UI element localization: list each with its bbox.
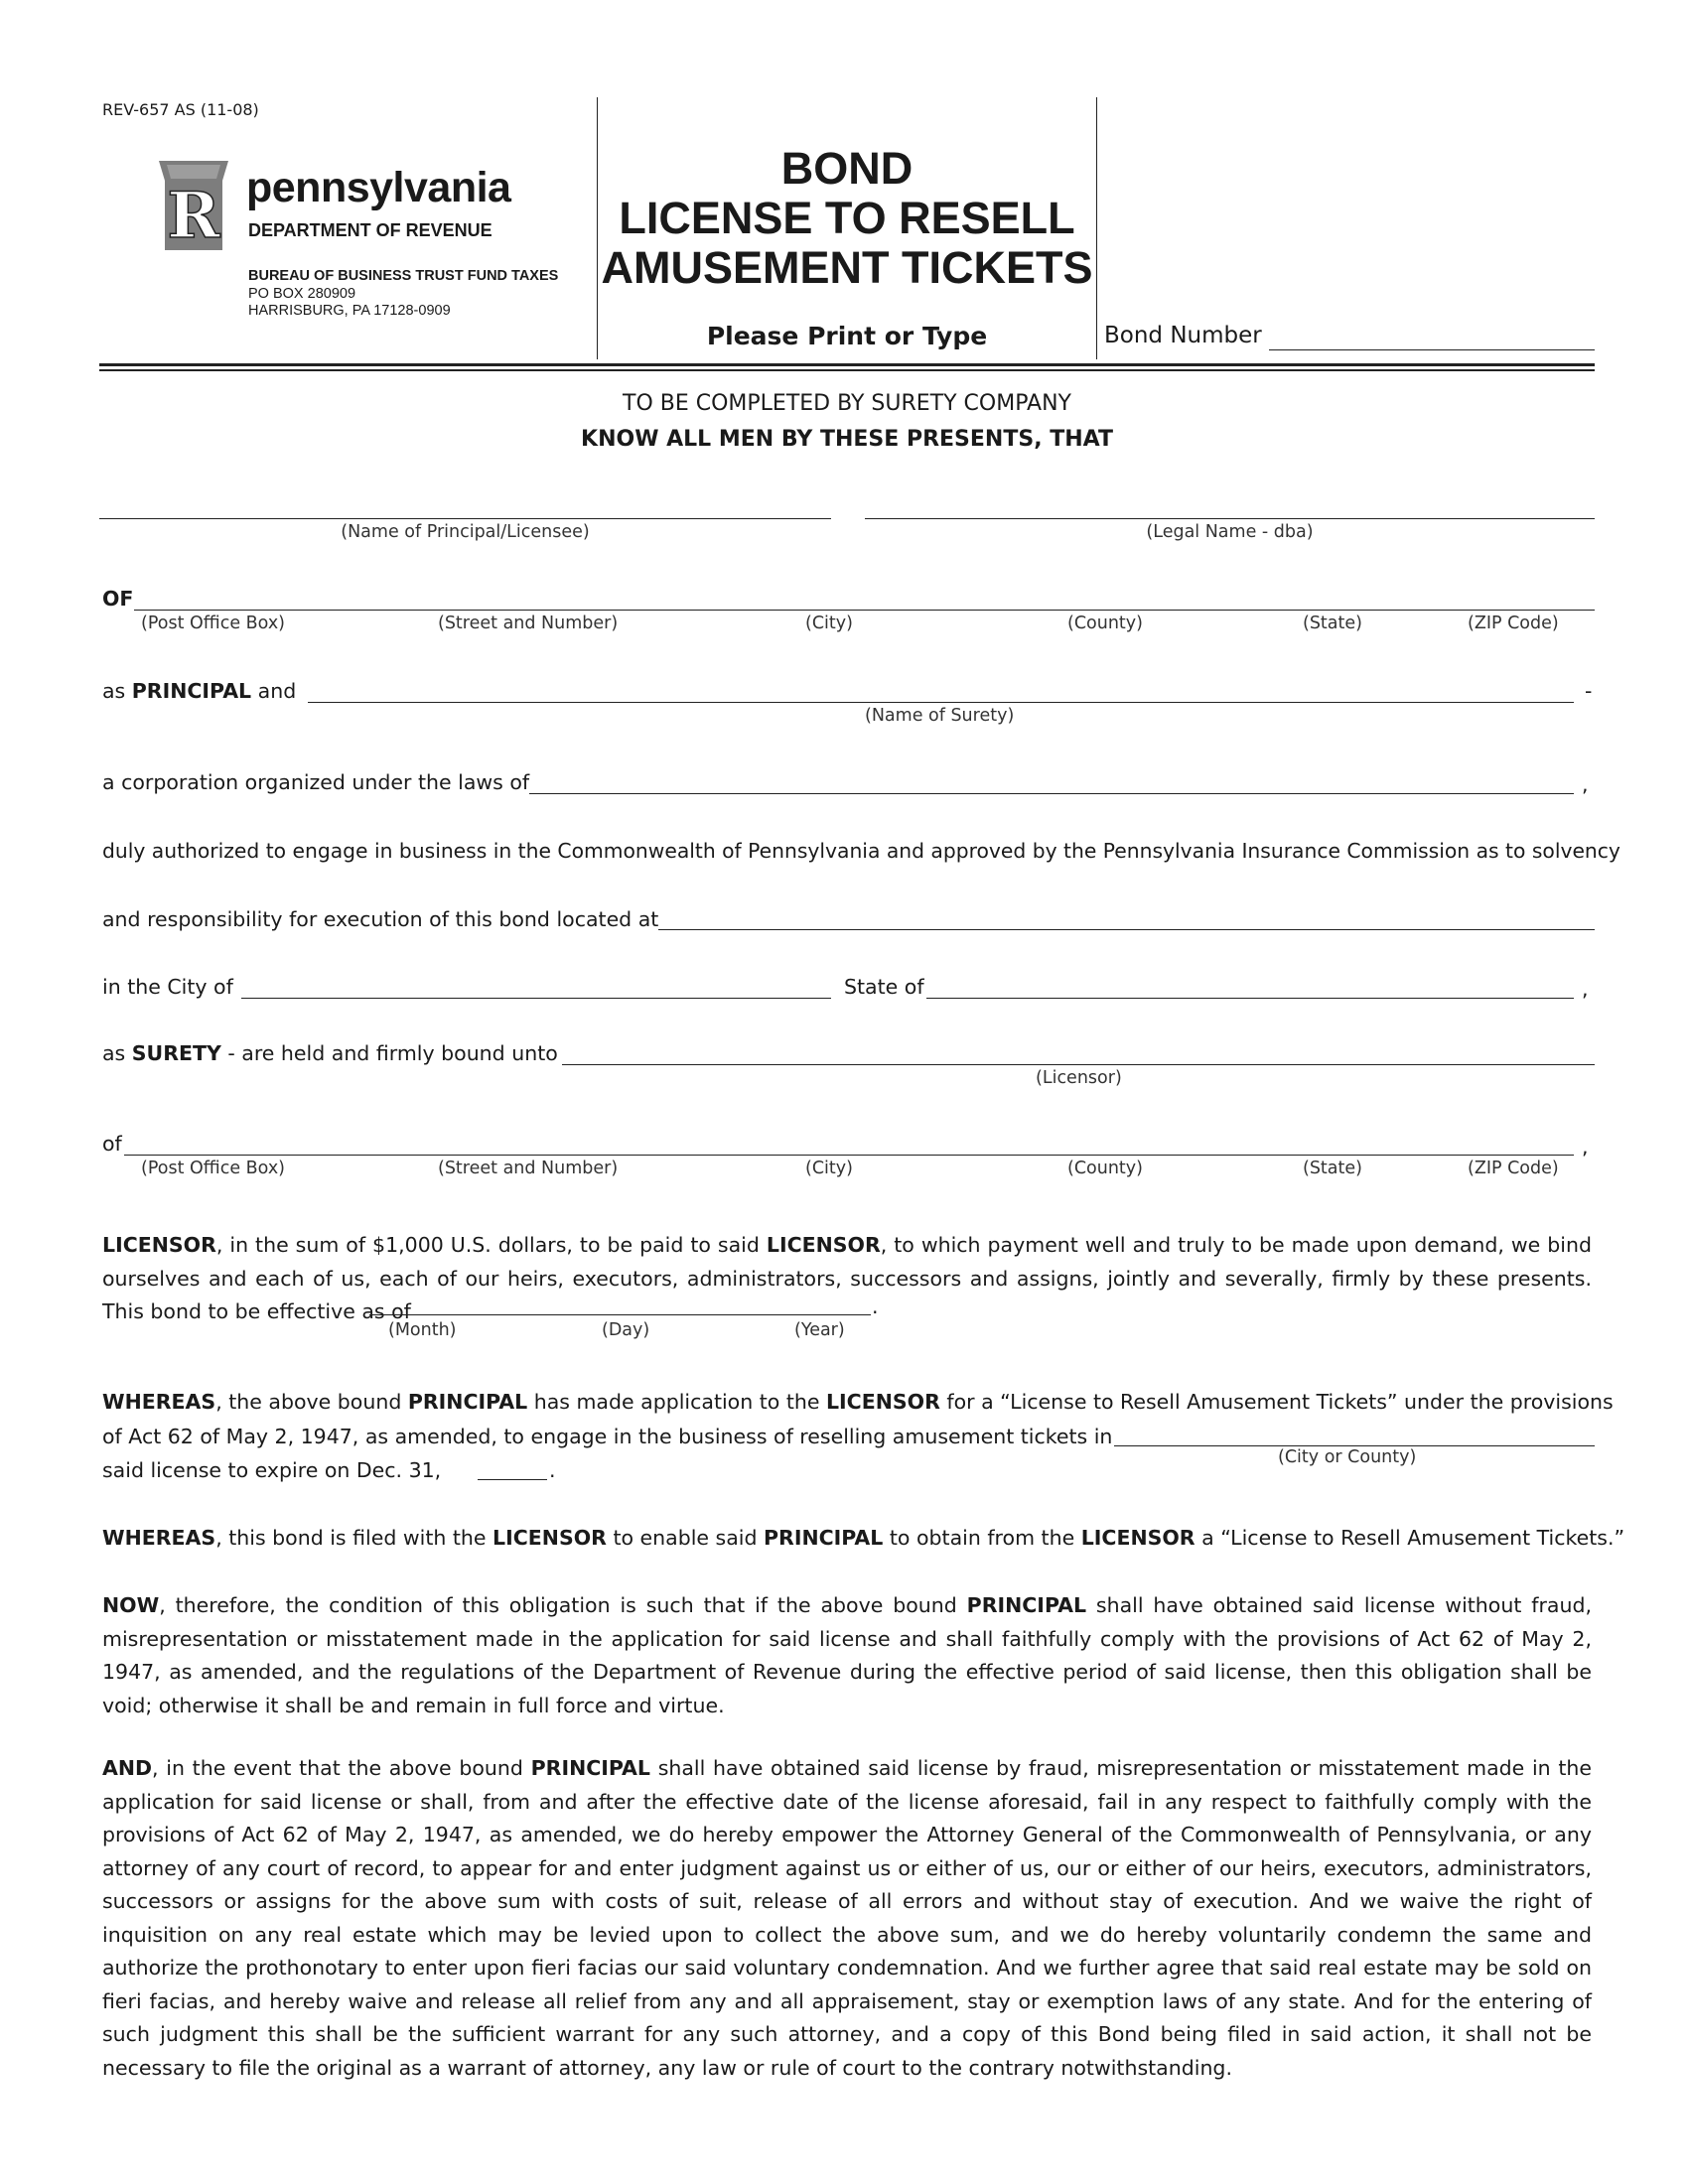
bond-number-line: [1269, 349, 1595, 350]
principal-name-input[interactable]: [99, 488, 831, 518]
form-id: REV-657 AS (11-08): [102, 100, 259, 119]
state-of-comma: ,: [1582, 977, 1589, 1001]
city-line: HARRISBURG, PA 17128-0909: [248, 303, 451, 319]
principal-address-input[interactable]: [134, 580, 1595, 610]
expire-period: .: [549, 1458, 556, 1482]
caption-state-2: (State): [1303, 1159, 1362, 1178]
header-divider-right: [1096, 97, 1097, 359]
effective-date-line: [369, 1314, 871, 1315]
state-of-label: State of: [844, 975, 924, 999]
duly-authorized-text: duly authorized to engage in business in the Commonwealth of Pennsylvania and approved by the Pennsylvania Insurance Commission as to solvency: [102, 839, 1620, 863]
know-heading: KNOW ALL MEN BY THESE PRESENTS, THAT: [581, 427, 1113, 452]
whereas-1-line-3: said license to expire on Dec. 31,: [102, 1458, 442, 1482]
whereas-word: WHEREAS: [102, 1390, 216, 1414]
corporation-comma: ,: [1582, 772, 1589, 796]
licensor-word-2: LICENSOR: [766, 1233, 881, 1257]
principal-name-line: [99, 518, 831, 519]
corporation-label: a corporation organized under the laws of: [102, 770, 530, 794]
bond-number-input[interactable]: [1269, 320, 1595, 349]
caption-city-2: (City): [805, 1159, 853, 1178]
surety-word: SURETY: [131, 1041, 221, 1065]
licensor-caption: (Licensor): [1036, 1068, 1122, 1088]
city-county-input[interactable]: [1114, 1416, 1595, 1445]
of-lower-label: of: [102, 1132, 122, 1156]
principal-word-4: PRINCIPAL: [966, 1593, 1087, 1617]
licensor-word-3: LICENSOR: [825, 1390, 940, 1414]
keystone-logo-icon: [157, 159, 230, 252]
form-title: [599, 144, 1095, 293]
whereas-1-line-2: of Act 62 of May 2, 1947, as amended, to engage in the business of reselling amusement tickets in: [102, 1425, 1113, 1448]
licensor-word-5: LICENSOR: [1080, 1526, 1196, 1550]
licensor-word-4: LICENSOR: [492, 1526, 607, 1550]
principal-row-label: [102, 679, 296, 703]
title-line-2: LICENSE TO RESELL: [619, 193, 1075, 243]
city-county-line: [1114, 1445, 1595, 1446]
po-box: PO BOX 280909: [248, 286, 356, 302]
caption-street-2: (Street and Number): [438, 1159, 619, 1178]
and-word: and: [257, 679, 297, 703]
licensor-address-comma: ,: [1582, 1135, 1589, 1159]
and-paragraph: AND, in the event that the above bound PRINCIPAL shall have obtained said license by fraud, misrepresentation or misstatement made in the application for said license or shall, from and after the effective date of the license aforesaid, fail in any respect to faithfully comply with the provisions of Act 62 of May 2, 1947, as amended, we do hereby empower the Attorney General of the Commonwealth of Pennsylvania, or any attorney of any court of record, to appear for and enter judgment against us or either of us, our or either of our heirs, executors, administrators, successors or assigns for the above sum with costs of suit, release of all errors and without stay of execution. And we waive the right of inquisition on any real estate which may be levied upon to collect the above sum, and we do hereby voluntarily condemn the same and authorize the prothonotary to enter upon fieri facias our said voluntary condemnation. And we further agree that said real estate may be sold on fieri facias, and hereby waive and release all relief from any and all appraisement, stay or exemption laws of any state. And for the entering of such judgment this shall be the sufficient warrant for any such attorney, and a copy of this Bond being filed in said action, it shall not be necessary to file the original as a warrant of attorney, any law or rule of court to the contrary notwithstanding.: [102, 1756, 1593, 2080]
caption-zip-2: (ZIP Code): [1468, 1159, 1559, 1178]
caption-county-2: (County): [1067, 1159, 1143, 1178]
caption-state: (State): [1303, 614, 1362, 633]
licensor-input[interactable]: [562, 1034, 1595, 1064]
caption-day: (Day): [602, 1320, 650, 1340]
of-label: OF: [102, 587, 134, 611]
expire-year-line: [478, 1479, 547, 1480]
header-rule-thick: [99, 363, 1595, 366]
principal-name-caption: (Name of Principal/Licensee): [341, 522, 590, 542]
now-word: NOW: [102, 1593, 160, 1617]
city-county-caption: (City or County): [1278, 1447, 1417, 1467]
legal-name-line: [865, 518, 1595, 519]
principal-address-line: [134, 610, 1595, 611]
city-of-label: in the City of: [102, 975, 233, 999]
print-note: Please Print or Type: [706, 322, 988, 350]
state-of-line: [926, 998, 1574, 999]
now-paragraph: NOW, therefore, the condition of this obligation is such that if the above bound PRINCIPAL shall have obtained said license without fraud, misrepresentation or misstatement made in the application for said license and shall faithfully comply with the provisions of Act 62 of May 2, 1947, as amended, and the regulations of the Department of Revenue during the effective period of said license, then this obligation shall be void; otherwise it shall be and remain in full force and virtue.: [102, 1593, 1592, 1717]
expire-year-input[interactable]: [478, 1449, 547, 1479]
caption-city: (City): [805, 614, 853, 633]
caption-month: (Month): [388, 1320, 457, 1340]
whereas-2-paragraph: WHEREAS, this bond is filed with the LICENSOR to enable said PRINCIPAL to obtain from the LICENSOR a “License to Resell Amusement Tickets.”: [102, 1526, 1625, 1550]
logo-letter: R: [167, 179, 220, 252]
principal-word-5: PRINCIPAL: [530, 1756, 650, 1780]
licensor-line: [562, 1064, 1595, 1065]
surety-heading: TO BE COMPLETED BY SURETY COMPANY: [623, 391, 1071, 416]
bureau-name: BUREAU OF BUSINESS TRUST FUND TAXES: [248, 268, 559, 284]
effective-date-period: .: [872, 1295, 879, 1318]
principal-word: PRINCIPAL: [131, 679, 252, 703]
licensor-word: LICENSOR: [102, 1233, 216, 1257]
state-name: pennsylvania: [246, 164, 511, 211]
city-of-input[interactable]: [241, 968, 831, 998]
caption-po-box-2: (Post Office Box): [141, 1159, 286, 1178]
bond-location-input[interactable]: [658, 899, 1595, 929]
effective-date-input[interactable]: [369, 1285, 871, 1314]
header-rule-thin: [99, 369, 1595, 371]
corporation-laws-input[interactable]: [529, 763, 1574, 793]
bond-location-line: [658, 929, 1595, 930]
held-bound-text: - are held and firmly bound unto: [227, 1041, 558, 1065]
caption-po-box: (Post Office Box): [141, 614, 286, 633]
caption-county: (County): [1067, 614, 1143, 633]
surety-name-input[interactable]: [308, 672, 1574, 702]
principal-word-2: PRINCIPAL: [407, 1390, 528, 1414]
legal-name-caption: (Legal Name - dba): [1146, 522, 1314, 542]
caption-street: (Street and Number): [438, 614, 619, 633]
whereas-word-2: WHEREAS: [102, 1526, 216, 1550]
and-word-bold: AND: [102, 1756, 153, 1780]
whereas-1-line-1: WHEREAS, the above bound PRINCIPAL has made application to the LICENSOR for a “License to Resell Amusement Tickets” under the provisions: [102, 1390, 1614, 1414]
surety-row-label: [102, 1041, 558, 1065]
licensor-address-input[interactable]: [124, 1125, 1574, 1155]
caption-year: (Year): [794, 1320, 845, 1340]
city-of-line: [241, 998, 831, 999]
legal-name-input[interactable]: [865, 488, 1595, 518]
surety-name-line: [308, 702, 1574, 703]
corporation-laws-line: [529, 793, 1574, 794]
bond-number-label: Bond Number: [1104, 323, 1262, 348]
licensor-sum-paragraph: LICENSOR, in the sum of $1,000 U.S. dollars, to be paid to said LICENSOR, to which payment well and truly to be made upon demand, we bind ourselves and each of us, each of our heirs, executors, administrators, successors and assigns, jointly and severally, firmly by these presents. This bond to be effective as of: [102, 1233, 1592, 1323]
as-word-2: as: [102, 1041, 126, 1065]
department-name: DEPARTMENT OF REVENUE: [248, 220, 492, 240]
responsibility-label: and responsibility for execution of this bond located at: [102, 907, 659, 931]
state-of-input[interactable]: [926, 968, 1574, 998]
title-line-1: BOND: [780, 143, 914, 194]
as-word: as: [102, 679, 126, 703]
title-line-3: AMUSEMENT TICKETS: [601, 242, 1093, 293]
caption-zip: (ZIP Code): [1468, 614, 1559, 633]
surety-name-caption: (Name of Surety): [865, 706, 1015, 726]
principal-word-3: PRINCIPAL: [764, 1526, 884, 1550]
licensor-address-line: [124, 1155, 1574, 1156]
header-divider-left: [597, 97, 598, 359]
surety-dash: -: [1585, 679, 1593, 703]
